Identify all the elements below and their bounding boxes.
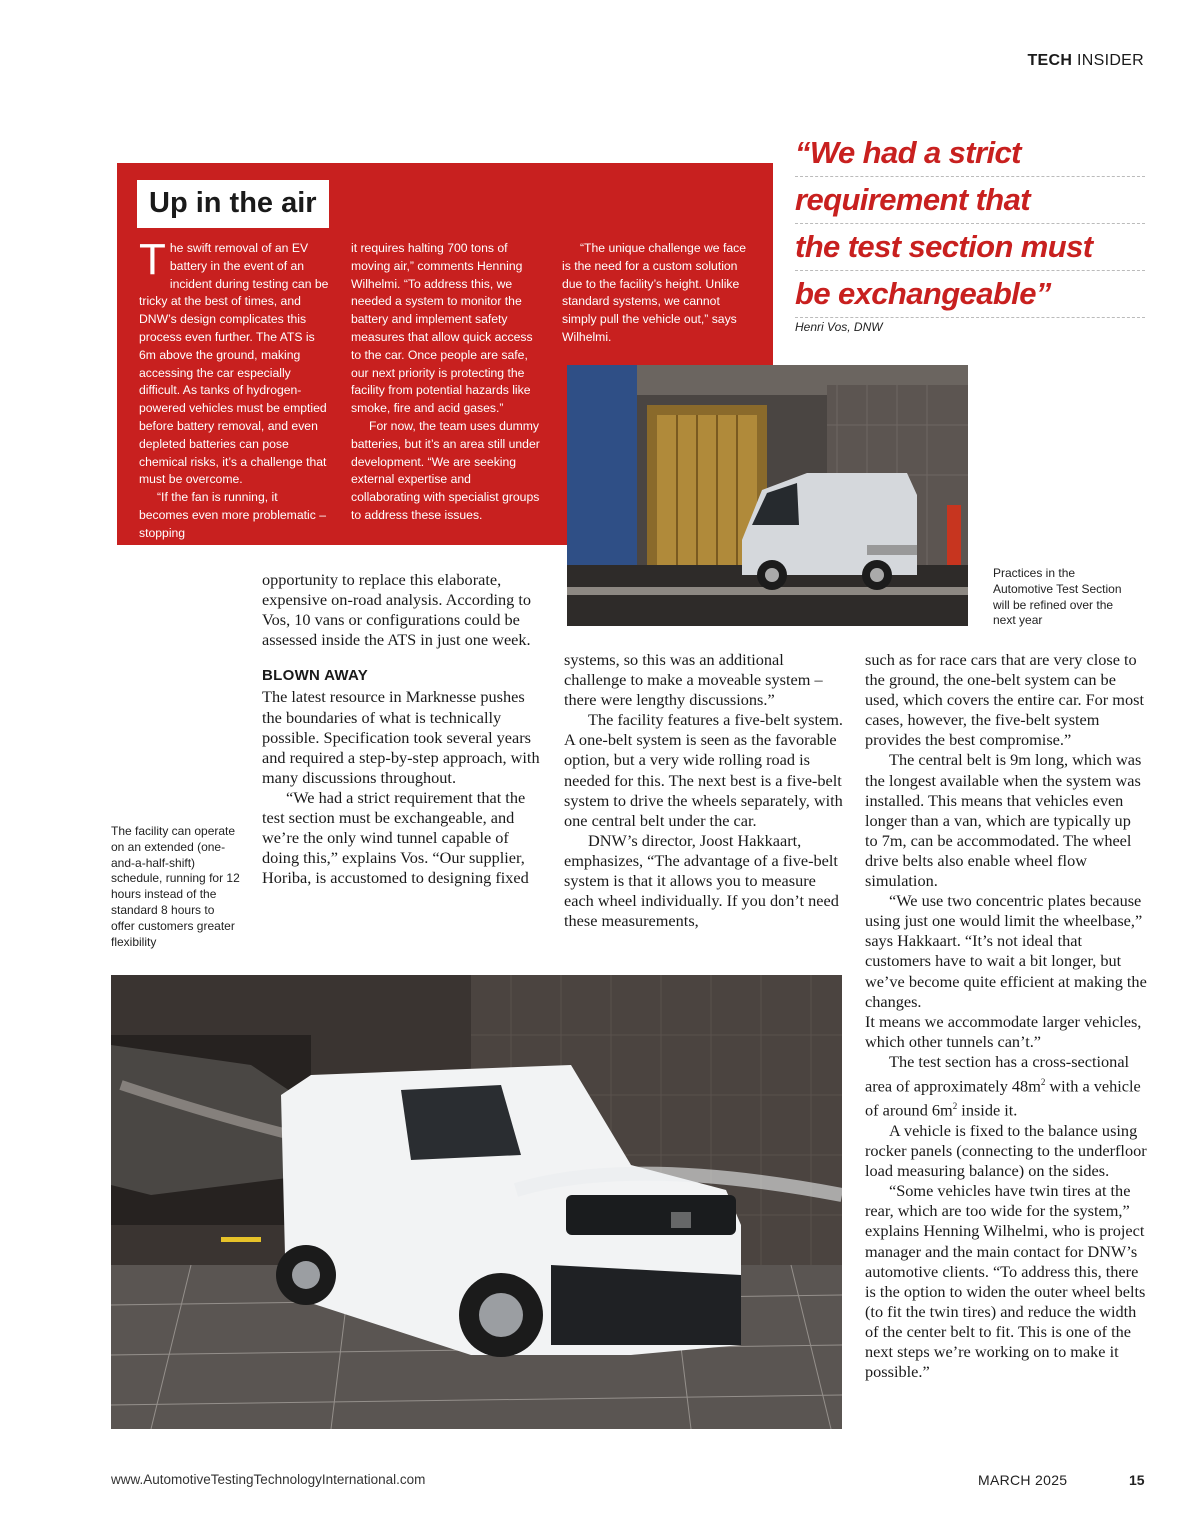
article-column-2: systems, so this was an additional challenge to make a moveable system – there were lengthy discussions.” The facility features a five-belt system. A one-belt system is seen as the favorable option, but a very wide rolling road is needed for this. The next best is a five-belt system to drive the wheels separately, with one central belt under the car. DNW’s director, Joost Hakkaart, emphasizes, “The advantage of a five-belt system is that it allows you to measure each wheel individually. If you don’t need these measurements, [564, 650, 843, 931]
test-section-photo [567, 365, 968, 626]
article-column-1: opportunity to replace this elaborate, expensive on-road analysis. According to Vos, 10 vans or configurations could be assessed inside the ATS in just one week. BLOWN AWAY The latest resource in Marknesse pushes the boundaries of what is technically possible. Specification took several years and required a step-by-step approach, with many discussions throughout. “We had a strict requirement that the test section must be exchangeable, and we’re the only wind tunnel capable of doing this,” explains Vos. “Our supplier, Horiba, is accustomed to designing fixed [262, 570, 542, 888]
article-column-3: such as for race cars that are very close to the ground, the one-belt system can be used, which covers the entire car. For most cases, however, the five-belt system provides the best compromise.” The central belt is 9m long, which was the longest available when the system was installed. This means that vehicles even longer than a van, which are typically up to 7m, can be accommodated. The wheel drive belts also enable wheel flow simulation. “We use two concentric plates because using just one would limit the wheelbase,” says Hakkaart. “It’s not ideal that customers have to wait a bit longer, but we’ve become quite efficient at making the changes. It means we accommodate larger vehicles, which other tunnels can’t.” The test section has a cross-sectional area of approximately $48m^2$ with a vehicle of around $6m^2$ inside it. A vehicle is fixed to the balance using rocker panels (connecting to the underfloor load measuring balance) on the sides. “Some vehicles have twin tires at the rear, which are too wide for the system,” explains Henning Wilhelmi, who is project manager and the main contact for DNW’s automotive clients. “To address this, there is the option to widen the outer wheel belts (to fit the twin tires) and reduce the width of the center belt to fit. This is one of the next steps we’re working on to make it possible.” [865, 650, 1147, 1382]
pull-quote-line: be exchangeable” [795, 271, 1145, 318]
page-number: 15 [1129, 1472, 1145, 1488]
pull-quote-attribution: Henri Vos, DNW [795, 320, 883, 334]
section-tag: TECH INSIDER [1027, 52, 1144, 69]
sidebar-column-2: it requires halting 700 tons of moving air,” comments Henning Wilhelmi. “To address this, we needed a system to monitor the battery and implement safety measures that allow quick access to the car. Once people are safe, our next priority is protecting the facility from potential hazards like smoke, fire and acid gases.” For now, the team uses dummy batteries, but it’s an area still under development. “We are seeking external expertise and collaborating with specialist groups to address these issues. [351, 241, 540, 522]
van-wind-tunnel-photo [111, 975, 842, 1429]
sidebar-title: Up in the air [137, 180, 329, 228]
issue-date: MARCH 2025 [978, 1472, 1068, 1488]
photo-caption: Practices in the Automotive Test Section will be refined over the next year [993, 566, 1122, 628]
sidebar-column-3: “The unique challenge we face is the need for a custom solution due to the facility’s height. Unlike standard systems, we cannot simply pull the vehicle out,” says Wilhelmi. [562, 241, 746, 344]
pull-quote [795, 130, 1145, 318]
subheading: BLOWN AWAY [262, 667, 369, 685]
dropcap: T [139, 235, 166, 284]
photo-caption: The facility can operate on an extended (one-and-a-half-shift) schedule, running for 12 hours instead of the standard 8 hours to offer customers greater flexibility [111, 824, 240, 949]
sidebar-column-1: The swift removal of an EV battery in the event of an incident during testing can be tricky at the best of times, and DNW’s design complicates this process even further. The ATS is 6m above the ground, making accessing the car especially difficult. As tanks of hydrogen-powered vehicles must be emptied before battery removal, and even depleted batteries can pose chemical risks, it’s a challenge that must be overcome. “If the fan is running, it becomes even more problematic – stopping [139, 235, 329, 540]
pull-quote-line: the test section must [795, 224, 1145, 271]
pull-quote-line: requirement that [795, 177, 1145, 224]
footer-url[interactable]: www.AutomotiveTestingTechnologyInternational.com [111, 1472, 426, 1487]
pull-quote-line: “We had a strict [795, 130, 1145, 177]
